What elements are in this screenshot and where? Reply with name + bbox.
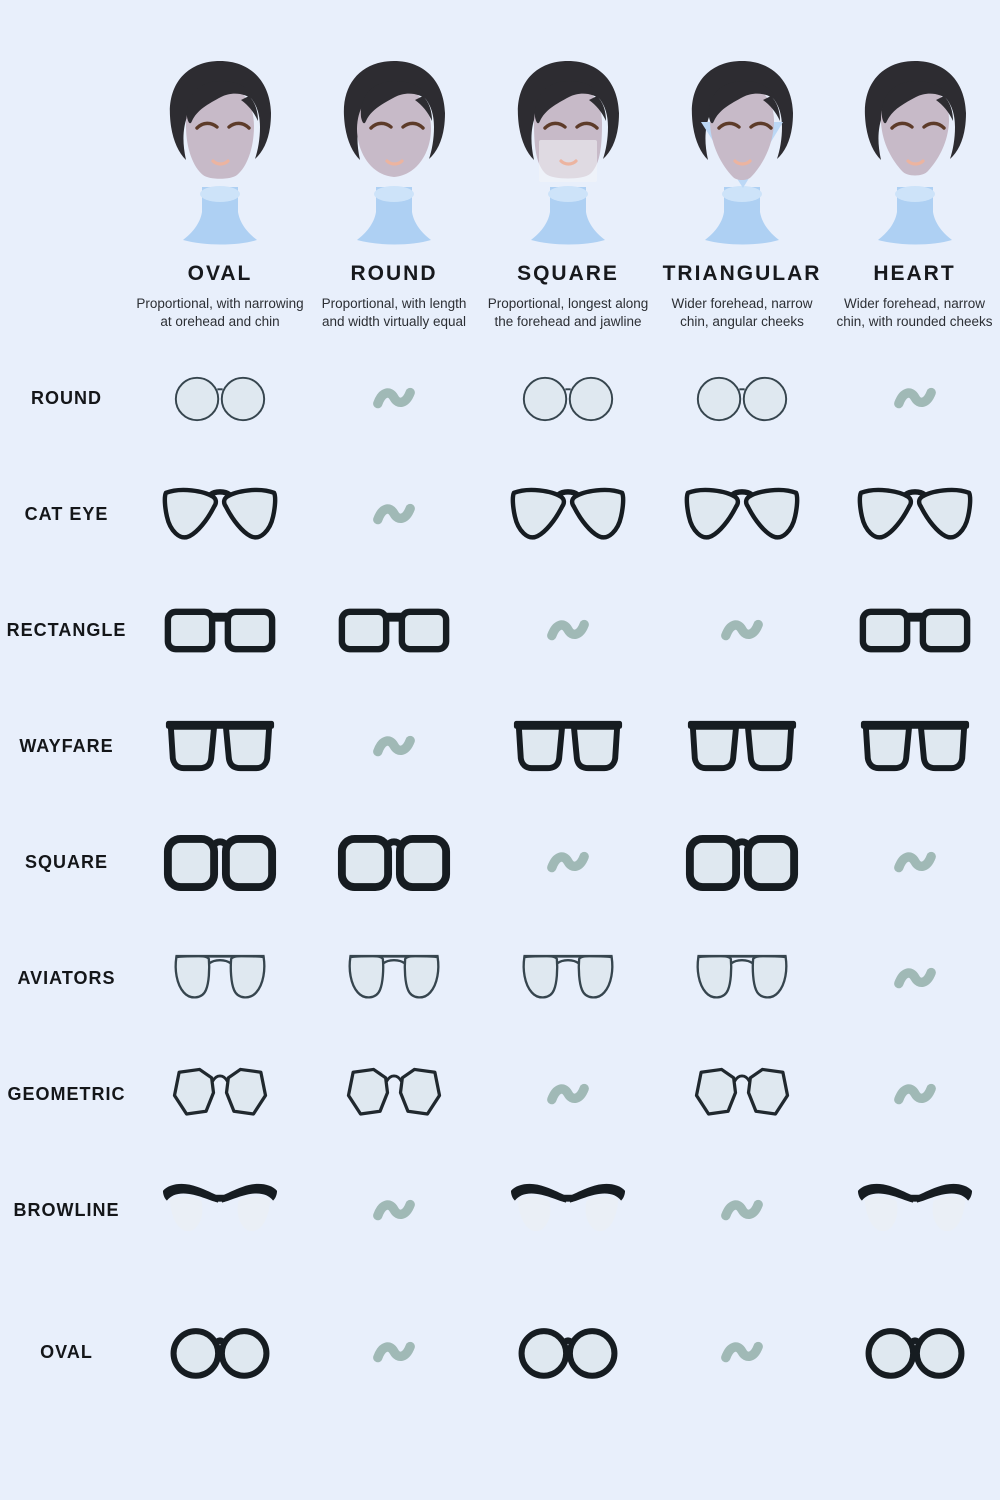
wayfare-glasses-icon (509, 712, 627, 781)
row-label-rectangle: RECTANGLE (6, 620, 127, 641)
matrix-cell (307, 946, 481, 1011)
cateye-glasses-icon (856, 480, 974, 549)
matrix-cell (829, 379, 1000, 418)
matrix-cell (829, 959, 1000, 998)
tilde-squiggle-icon (892, 843, 938, 882)
face-description: Wider forehead, narrow chin, angular cheeks (671, 296, 813, 329)
tilde-squiggle-icon (371, 379, 417, 418)
matrix-row (0, 1269, 1000, 1425)
aviators-glasses-icon (164, 946, 276, 1011)
matrix-cell (133, 1062, 307, 1127)
face-name: OVAL (187, 262, 253, 285)
matrix-cell (481, 1320, 655, 1385)
tilde-squiggle-icon (892, 959, 938, 998)
round-glasses-icon (167, 368, 273, 430)
wayfare-glasses-icon (683, 712, 801, 781)
round-glasses-icon (515, 368, 621, 430)
tilde-squiggle-icon (371, 1191, 417, 1230)
aviators-glasses-icon (338, 946, 450, 1011)
browline-glasses-icon (509, 1176, 627, 1245)
matrix-row (0, 457, 1000, 573)
matrix-cell (829, 480, 1000, 549)
tilde-squiggle-icon (545, 843, 591, 882)
row-label-square: SQUARE (24, 852, 108, 873)
matrix-cell (307, 1191, 481, 1230)
matrix-cell (307, 1062, 481, 1127)
cateye-glasses-icon (683, 480, 801, 549)
cateye-glasses-icon (161, 480, 279, 549)
rectangle-glasses-icon (856, 596, 974, 665)
row-label-oval: OVAL (40, 1342, 93, 1363)
matrix-row (0, 1153, 1000, 1269)
matrix-cell (655, 480, 829, 549)
oval-glasses-icon (859, 1320, 971, 1385)
tilde-squiggle-icon (892, 1075, 938, 1114)
matrix-cell (481, 1075, 655, 1114)
matrix-cell (481, 611, 655, 650)
face-column-heart (829, 54, 1000, 331)
face-column-triangular (655, 54, 829, 331)
face-description: Proportional, longest along the forehead and jawline (487, 296, 649, 329)
matrix-cell (307, 727, 481, 766)
face-name: HEART (873, 262, 956, 285)
matrix-cell (655, 368, 829, 430)
matrix-cell (829, 1176, 1000, 1245)
geometric-glasses-icon (164, 1062, 276, 1127)
square-glasses-icon (335, 828, 453, 897)
matrix-cell (307, 596, 481, 665)
wayfare-glasses-icon (856, 712, 974, 781)
matrix-cell (655, 1191, 829, 1230)
square-glasses-icon (683, 828, 801, 897)
oval-glasses-icon (164, 1320, 276, 1385)
geometric-glasses-icon (338, 1062, 450, 1127)
row-label-round: ROUND (31, 388, 102, 409)
matrix-cell (133, 596, 307, 665)
matrix-cell (481, 712, 655, 781)
compatibility-matrix (0, 341, 1000, 1425)
tilde-squiggle-icon (719, 1191, 765, 1230)
matrix-cell (829, 712, 1000, 781)
rectangle-glasses-icon (161, 596, 279, 665)
matrix-cell (829, 596, 1000, 665)
face-description: Proportional, with narrowing at orehead and chin (136, 296, 304, 329)
row-label-aviators: AVIATORS (17, 968, 116, 989)
tilde-squiggle-icon (545, 611, 591, 650)
matrix-cell (133, 1176, 307, 1245)
matrix-cell (481, 368, 655, 430)
face-description: Wider forehead, narrow chin, with rounded cheeks (836, 296, 993, 329)
matrix-cell (481, 1176, 655, 1245)
browline-glasses-icon (856, 1176, 974, 1245)
matrix-cell (307, 1333, 481, 1372)
face-shape-header (0, 0, 1000, 331)
face-column-round (307, 54, 481, 331)
rectangle-glasses-icon (335, 596, 453, 665)
matrix-cell (307, 379, 481, 418)
face-name: TRIANGULAR (662, 262, 822, 285)
matrix-cell (655, 1333, 829, 1372)
tilde-squiggle-icon (371, 1333, 417, 1372)
matrix-cell (133, 946, 307, 1011)
row-label-geometric: GEOMETRIC (7, 1084, 126, 1105)
matrix-cell (655, 1062, 829, 1127)
face-name: ROUND (350, 262, 438, 285)
matrix-cell (655, 828, 829, 897)
tilde-squiggle-icon (371, 495, 417, 534)
tilde-squiggle-icon (719, 1333, 765, 1372)
tilde-squiggle-icon (545, 1075, 591, 1114)
face-column-oval (133, 54, 307, 331)
browline-glasses-icon (161, 1176, 279, 1245)
oval-glasses-icon (512, 1320, 624, 1385)
matrix-cell (133, 712, 307, 781)
aviators-glasses-icon (512, 946, 624, 1011)
geometric-glasses-icon (686, 1062, 798, 1127)
heart-face-illustration (839, 54, 991, 252)
aviators-glasses-icon (686, 946, 798, 1011)
matrix-row (0, 689, 1000, 805)
matrix-row (0, 341, 1000, 457)
cateye-glasses-icon (509, 480, 627, 549)
matrix-cell (655, 712, 829, 781)
row-label-cateye: CAT EYE (24, 504, 109, 525)
matrix-cell (133, 1320, 307, 1385)
tilde-squiggle-icon (719, 611, 765, 650)
matrix-row (0, 805, 1000, 921)
face-column-square (481, 54, 655, 331)
matrix-row (0, 573, 1000, 689)
triangular-face-illustration (666, 54, 818, 252)
matrix-cell (481, 843, 655, 882)
face-name: SQUARE (517, 262, 619, 285)
matrix-cell (481, 946, 655, 1011)
matrix-cell (481, 480, 655, 549)
square-glasses-icon (161, 828, 279, 897)
matrix-cell (133, 368, 307, 430)
matrix-cell (829, 1075, 1000, 1114)
wayfare-glasses-icon (161, 712, 279, 781)
matrix-cell (655, 946, 829, 1011)
tilde-squiggle-icon (371, 727, 417, 766)
matrix-cell (829, 843, 1000, 882)
matrix-cell (133, 828, 307, 897)
square-face-illustration (492, 54, 644, 252)
round-glasses-icon (689, 368, 795, 430)
matrix-cell (133, 480, 307, 549)
matrix-cell (655, 611, 829, 650)
tilde-squiggle-icon (892, 379, 938, 418)
matrix-cell (829, 1320, 1000, 1385)
round-face-illustration (318, 54, 470, 252)
matrix-row (0, 1037, 1000, 1153)
row-label-wayfare: WAYFARE (19, 736, 114, 757)
oval-face-illustration (144, 54, 296, 252)
matrix-cell (307, 495, 481, 534)
matrix-cell (307, 828, 481, 897)
matrix-row (0, 921, 1000, 1037)
row-label-browline: BROWLINE (13, 1200, 120, 1221)
face-description: Proportional, with length and width virtually equal (321, 296, 467, 329)
